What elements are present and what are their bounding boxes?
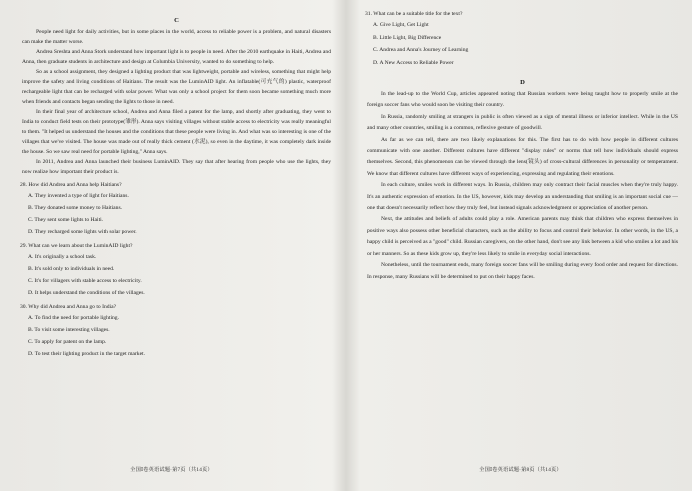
question-28-stem: 28. How did Andrea and Anna help Haitians? (20, 182, 122, 188)
passage-c-paragraph-2: Andrea Sreshta and Anna Stork understand how important light is to people in need. After the 2010 earthquake in Haiti, Andrea and Anna, then graduate students in architecture and design at Columbia University, wanted to do something to help. (22, 49, 331, 65)
question-31-option-c: C. Andrea and Anna's Journey of Learning (373, 47, 469, 53)
question-31-stem: 31. What can be a suitable title for the text? (365, 11, 463, 17)
passage-d-paragraph-1: In the lead-up to the World Cup, articles appeared noting that Russian workers were being taught how to properly smile at the foreign soccer fans who would soon be visiting their country. (367, 91, 678, 109)
right-page (349, 0, 692, 491)
passage-c-paragraph-5: In 2011, Andrea and Anna launched their business LuminAID. They say that after hearing from people who use the lights, they now realize how important their product is. (22, 159, 331, 175)
question-31 (367, 9, 678, 69)
question-29-stem: 29. What can we learn about the LuminAID light? (20, 243, 133, 249)
question-31-option-a: A. Give Light, Get Light (373, 22, 429, 28)
question-29-option-b: B. It's sold only to individuals in need. (28, 266, 115, 272)
left-page-footer: 全国Ⅰ卷英语试题·第7页（共14页） (130, 467, 213, 473)
question-31-option-b: B. Little Light, Big Difference (373, 34, 442, 41)
passage-d-paragraph-3: As far as we can tell, there are two likely explanations for this. The first has to do with how people in different cultures communicate with one another. Different cultures have different "display rules" or norms that tell how individuals should express themselves. Second, this phenomenon can be viewed through the lens(镜头) of cross-cultural differences in personality or temperament. We know that different cultures have different ways of experiencing, expressing and regulating their emotions. (367, 136, 678, 177)
passage-d-paragraph-2: In Russia, randomly smiling at strangers in public is often viewed as a sign of mental illness or inferior intellect. While in the US and many other countries, smiling is a common, reflexive gesture of goodwill. (367, 113, 678, 132)
question-29-option-a: A. It's originally a school task. (28, 254, 97, 260)
passage-letter-d: D (520, 79, 525, 86)
question-28-option-c: C. They sent some lights to Haiti. (28, 217, 104, 223)
question-30-option-a: A. To find the need for portable lighting. (28, 315, 120, 321)
question-28-option-d: D. They recharged some lights with solar power. (28, 229, 137, 235)
question-29-option-c: C. It's for villagers with stable access to electricity. (28, 278, 142, 284)
passage-d-paragraph-6: Nonetheless, until the tournament ends, many foreign soccer fans will be smiling during every food order and request for directions. In response, many Russians will be determined to put on their happy faces. (367, 262, 678, 280)
passage-c-paragraph-3: So as a school assignment, they designed a lighting product that was lightweight, portable and wireless, something that might help improve the safety and living conditions of Haitians. The result was the LuminAID light. An inflatable(可充气的) plastic, waterproof rechargeable light that can be recharged with solar power. What was only a school project for them soon became something much more when friends and contacts began sending the lights to those in need. (22, 69, 331, 105)
passage-c-paragraph-4: In their final year of architecture school, Andrea and Anna filed a patent for the lamp, and shortly after graduating, they went to India to conduct field tests on their prototype(雏形). Anna says visiting villages without stable access to electricity was really meaningful to them. "It helped us understand the houses and the conditions that these people were living in. And what was so interesting is one of the villages that we've visited. The house was made out of really thick cement (水泥), so even in the daytime, it was completely dark inside the house. So we saw real need for portable lighting," Anna says. (22, 109, 331, 155)
right-page-footer: 全国Ⅰ卷英语试题·第8页（共14页） (479, 467, 562, 473)
question-28-option-a: A. They invented a type of light for Haitians. (28, 193, 129, 199)
question-30-option-c: C. To apply for patent on the lamp. (28, 339, 107, 345)
passage-letter-c: C (174, 17, 179, 24)
question-30-stem: 30. Why did Andrea and Anna go to India? (20, 304, 117, 310)
passage-d-paragraph-4: In each culture, smiles work in different ways. In Russia, children may only contract their facial muscles when they're truly happy. It's an authentic expression of emotion. In the US, however, kids may develop an understanding that smiling is an important social cue — one that doesn't necessarily reflect how they truly feel, but instead signals acknowledgment or appreciation of another person. (367, 182, 678, 212)
question-28-option-b: B. They donated some money to Haitians. (28, 205, 123, 211)
question-30-option-d: D. To test their lighting product in the target market. (28, 351, 146, 357)
question-29-option-d: D. It helps understand the conditions of the villages. (28, 290, 145, 296)
left-page (0, 0, 343, 491)
passage-c-paragraph-1: People need light for daily activities, but in some places in the world, access to reliable power is a problem, and natural disasters can make the matter worse. (22, 29, 331, 45)
question-30-option-b: B. To visit some interesting villages. (28, 327, 110, 333)
passage-d-paragraph-5: Next, the attitudes and beliefs of adults could play a role. American parents may think that children who express themselves in positive ways also possess other beneficial characters, such as the ability to focus and control their behavior. In other words, in the US, a happy child is perceived as a "good" child. Russian caregivers, on the other hand, don't see any link between a kid who smiles a lot and his or her manners. So as these kids grow up, they're less likely to smile in everyday social interactions. (367, 216, 678, 257)
question-31-option-d: D. A New Access to Reliable Power (373, 59, 454, 66)
